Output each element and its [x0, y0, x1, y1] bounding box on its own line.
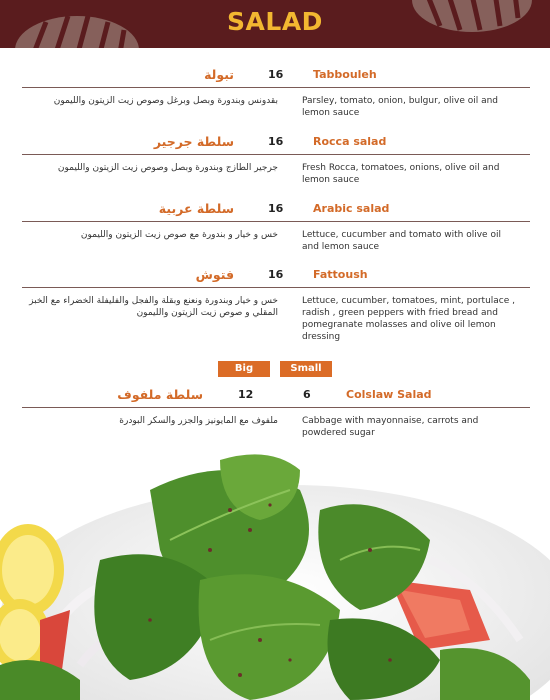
- size-badge-small: Small: [280, 361, 332, 377]
- item-description-english: Fresh Rocca, tomatoes, onions, olive oil and lemon sauce: [302, 163, 500, 185]
- item-name-english: Arabic salad: [313, 202, 390, 215]
- menu-item: [0, 134, 550, 194]
- item-name-arabic: سلطة ملفوف: [117, 387, 203, 402]
- item-description-arabic: ملفوف مع المايونيز والجزر والسكر البودرة: [119, 416, 278, 426]
- item-description-arabic: جرجير الطازج وبندورة وبصل وصوص زيت الزيتون والليمون: [57, 163, 278, 173]
- item-name-english: Fattoush: [313, 268, 368, 281]
- item-price-small: 6: [303, 388, 311, 401]
- item-name-arabic: تبولة: [204, 67, 234, 82]
- item-description-arabic: خس و خيار و بندورة مع صوص زيت الزيتون والليمون: [80, 230, 278, 240]
- item-price: 16: [268, 68, 284, 81]
- item-name-english: Rocca salad: [313, 135, 387, 148]
- item-price: 16: [268, 268, 284, 281]
- item-price: 16: [268, 202, 284, 215]
- item-description-english: Parsley, tomato, onion, bulgur, olive oil and lemon sauce: [302, 96, 499, 118]
- menu-item: [0, 201, 550, 261]
- size-badge-big: Big: [218, 361, 270, 377]
- item-description-english: Lettuce, cucumber, tomatoes, mint, portulace , radish , green peppers with fried bread and pomegranate molasses and olive oil lemon dressing: [302, 296, 516, 342]
- item-name-english: Tabbouleh: [313, 68, 377, 81]
- divider: [22, 154, 530, 155]
- divider: [22, 287, 530, 288]
- menu-item: [0, 387, 550, 447]
- salad-photo: [0, 450, 550, 700]
- item-price-big: 12: [238, 388, 254, 401]
- menu-item: [0, 67, 550, 127]
- menu-item: [0, 267, 550, 352]
- divider: [22, 407, 530, 408]
- item-name-arabic: سلطة جرجير: [153, 134, 234, 149]
- divider: [22, 221, 530, 222]
- item-name-arabic: سلطة عربية: [158, 201, 234, 216]
- item-description-english: Lettuce, cucumber and tomato with olive oil and lemon sauce: [302, 230, 501, 252]
- item-price: 16: [268, 135, 284, 148]
- page-title: SALAD: [227, 7, 323, 36]
- item-description-arabic: خس و خيار وبندورة ونعنع وبقلة والفجل والفليفلة الخضراء مع الخبز المقلي و صوص زيت الزيتون والليمون: [29, 296, 278, 318]
- item-description-arabic: بقدونس وبندورة وبصل وبرغل وصوص زيت الزيتون والليمون: [53, 96, 278, 106]
- item-name-arabic: فتوش: [195, 267, 234, 282]
- divider: [22, 87, 530, 88]
- menu-header: [0, 0, 550, 48]
- item-name-english: Colslaw Salad: [346, 388, 432, 401]
- item-description-english: Cabbage with mayonnaise, carrots and powdered sugar: [302, 416, 479, 438]
